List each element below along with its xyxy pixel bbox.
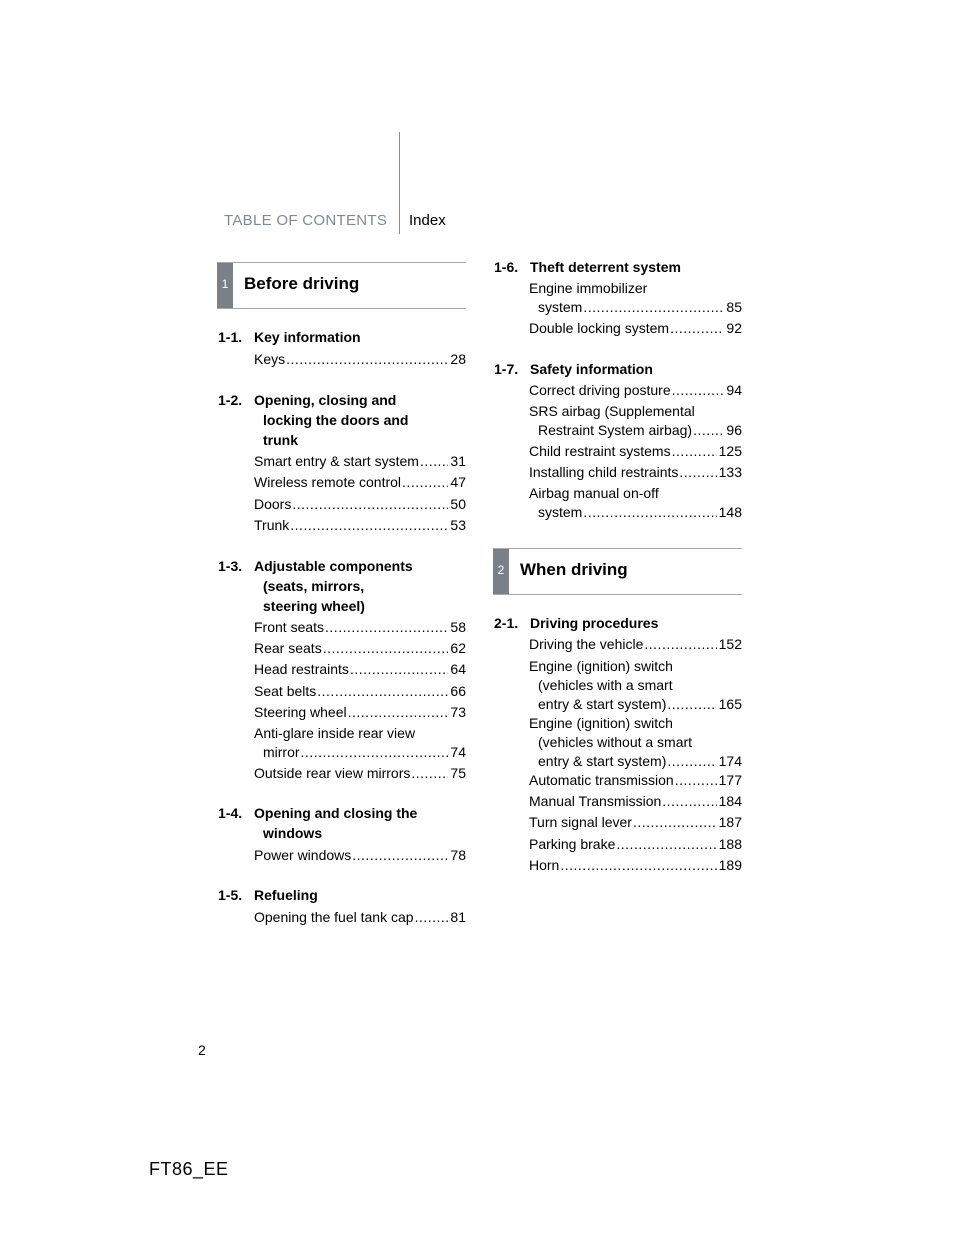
entry-label: Power windows [254,847,352,863]
entry-page: 81 [450,909,466,925]
index-link[interactable]: Index [409,212,446,229]
header-divider [399,132,400,234]
leader-dots [583,298,724,317]
entry-page: 184 [718,793,742,809]
toc-entry[interactable] [254,846,466,865]
subsection-title: steering wheel) [263,598,365,614]
entry-page: 85 [726,299,742,315]
entry-page: 78 [450,847,466,863]
entry-label: (vehicles with a smart [538,677,673,693]
toc-entry[interactable] [529,635,742,654]
entry-label: (vehicles without a smart [538,734,693,750]
leader-dots [583,503,716,522]
entry-label: Opening the fuel tank cap [254,909,414,925]
subsection-title: Refueling [254,887,318,903]
toc-entry[interactable] [254,350,466,369]
entry-label: Horn [529,857,560,873]
entry-label: system [538,504,583,520]
entry-page: 92 [726,320,742,336]
leader-dots [420,452,448,471]
subsection-number: 1-3. [218,558,243,574]
toc-link[interactable]: TABLE OF CONTENTS [224,212,388,229]
subsection-title: Opening, closing and [254,392,397,408]
toc-entry[interactable] [529,279,742,317]
entry-label: Head restraints [254,661,349,677]
leader-dots [616,835,716,854]
leader-dots [672,381,724,400]
leader-dots [323,639,448,658]
entry-label: Outside rear view mirrors [254,765,411,781]
entry-page: 165 [718,696,742,712]
entry-label: Automatic transmission [529,772,674,788]
entry-label: Restraint System airbag) [538,422,693,438]
subsection-title: windows [263,825,323,841]
entry-label: Installing child restraints [529,464,679,480]
leader-dots [662,792,716,811]
entry-page: 177 [718,772,742,788]
entry-page: 53 [450,517,466,533]
section-header-when-driving [493,548,742,595]
subsection-number: 1-7. [494,361,519,377]
toc-entry[interactable] [529,856,742,875]
leader-dots [350,660,448,679]
entry-page: 62 [450,640,466,656]
leader-dots [667,695,716,714]
leader-dots [286,350,448,369]
toc-entry[interactable] [529,771,742,790]
toc-entry[interactable] [254,682,466,701]
entry-page: 188 [718,836,742,852]
leader-dots [325,618,448,637]
section-tab [493,549,509,594]
entry-page: 47 [450,474,466,490]
leader-dots [402,473,448,492]
entry-page: 189 [718,857,742,873]
toc-entry[interactable] [254,908,466,927]
toc-entry[interactable] [254,764,466,783]
leader-dots [644,635,716,654]
entry-label: Wireless remote control [254,474,402,490]
entry-label: Driving the vehicle [529,636,644,652]
leader-dots [301,743,448,762]
entry-page: 94 [726,382,742,398]
section-tab [217,263,233,308]
leader-dots [352,846,448,865]
toc-entry[interactable] [254,452,466,471]
leader-dots [560,856,716,875]
leader-dots [633,813,717,832]
entry-page: 73 [450,704,466,720]
entry-page: 75 [450,765,466,781]
entry-label: Trunk [254,517,290,533]
subsection-title: (seats, mirrors, [263,578,365,594]
entry-label: Engine (ignition) switch [529,658,673,674]
entry-page: 66 [450,683,466,699]
entry-label: Airbag manual on-off [529,485,659,501]
entry-label: Turn signal lever [529,814,632,830]
entry-label: entry & start system) [538,753,667,769]
toc-entry[interactable] [529,381,742,400]
footer-code: FT86_EE [149,1159,229,1179]
leader-dots [693,421,724,440]
toc-entry[interactable] [254,703,466,722]
entry-page: 133 [718,464,742,480]
entry-label: Double locking system [529,320,670,336]
subsection-title: locking the doors and [263,412,409,428]
subsection-title: Safety information [530,361,653,377]
toc-entry[interactable] [529,442,742,461]
leader-dots [679,463,716,482]
leader-dots [292,495,448,514]
section-title: Before driving [244,274,360,293]
entry-label: mirror [263,744,300,760]
subsection-number: 1-2. [218,392,243,408]
entry-label: Steering wheel [254,704,347,720]
entry-page: 174 [718,753,742,769]
entry-page: 31 [450,453,466,469]
toc-entry[interactable] [254,495,466,514]
subsection-number: 1-4. [218,805,243,821]
entry-label: Doors [254,496,292,512]
toc-entry[interactable] [529,657,742,714]
entry-label: Engine immobilizer [529,280,648,296]
section-header-before-driving [217,262,466,309]
leader-dots [411,764,448,783]
section-number: 2 [497,563,505,577]
leader-dots [675,771,717,790]
entry-label: Parking brake [529,836,616,852]
entry-label: Rear seats [254,640,322,656]
toc-entry[interactable] [529,813,742,832]
page-number: 2 [198,1042,206,1058]
section-number: 1 [221,277,229,291]
entry-label: entry & start system) [538,696,667,712]
subsection-number: 2-1. [494,615,519,631]
entry-page: 58 [450,619,466,635]
entry-label: Front seats [254,619,325,635]
leader-dots [317,682,448,701]
toc-entry[interactable] [529,463,742,482]
entry-label: Child restraint systems [529,443,671,459]
toc-entry[interactable] [529,714,742,771]
entry-label: Correct driving posture [529,382,671,398]
subsection-number: 1-5. [218,887,243,903]
subsection-number: 1-1. [218,329,243,345]
entry-page: 125 [718,443,742,459]
toc-entry[interactable] [254,473,466,492]
leader-dots [670,319,724,338]
toc-entry[interactable] [529,484,742,522]
entry-label: SRS airbag (Supplemental [529,403,695,419]
entry-page: 148 [718,504,742,520]
subsection-title: Adjustable components [254,558,413,574]
entry-label: Seat belts [254,683,317,699]
entry-label: Anti-glare inside rear view [254,725,416,741]
subsection-title: Theft deterrent system [530,259,681,275]
toc-entry[interactable] [529,319,742,338]
subsection-title: Key information [254,329,361,345]
entry-label: Keys [254,351,286,367]
subsection-number: 1-6. [494,259,519,275]
leader-dots [290,516,448,535]
leader-dots [667,752,716,771]
entry-page: 152 [718,636,742,652]
toc-entry[interactable] [254,618,466,637]
toc-entry[interactable] [529,402,742,440]
entry-page: 187 [718,814,742,830]
subsection-title: Opening and closing the [254,805,418,821]
entry-label: Engine (ignition) switch [529,715,673,731]
subsection-title: trunk [263,432,298,448]
section-title: When driving [520,560,628,579]
entry-page: 50 [450,496,466,512]
leader-dots [348,703,448,722]
subsection-title: Driving procedures [530,615,659,631]
entry-page: 74 [450,744,466,760]
leader-dots [672,442,717,461]
entry-label: Smart entry & start system [254,453,419,469]
toc-entry[interactable] [254,639,466,658]
toc-entry[interactable] [529,835,742,854]
toc-entry[interactable] [254,724,466,762]
toc-entry[interactable] [529,792,742,811]
toc-entry[interactable] [254,516,466,535]
toc-entry[interactable] [254,660,466,679]
entry-page: 96 [726,422,742,438]
entry-label: system [538,299,583,315]
entry-page: 28 [450,351,466,367]
leader-dots [415,908,448,927]
entry-label: Manual Transmission [529,793,662,809]
entry-page: 64 [450,661,466,677]
